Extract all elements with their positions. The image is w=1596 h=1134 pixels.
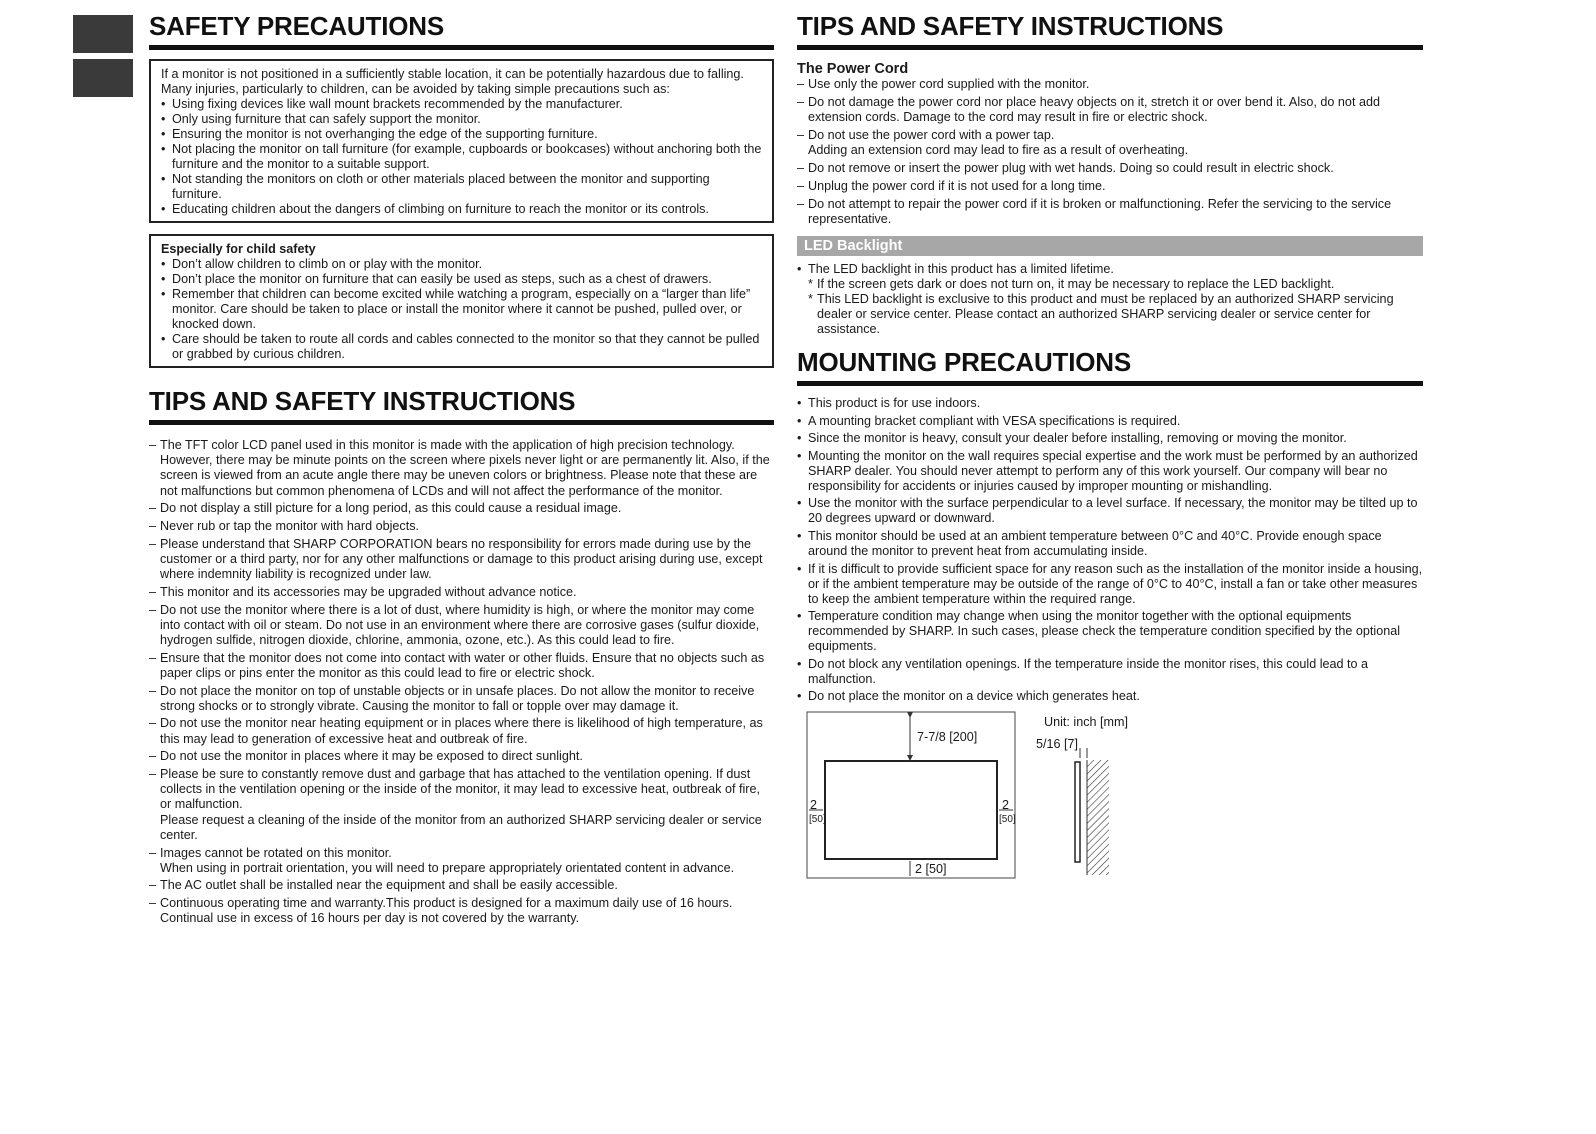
list-item: • Use the monitor with the surface perpendicular to a level surface. If necessary, the monitor may be tilted up to 20 degrees upward or downward. bbox=[797, 496, 1423, 526]
led-notes bbox=[808, 277, 1423, 337]
tips-heading-right: TIPS AND SAFETY INSTRUCTIONS bbox=[797, 11, 1423, 50]
list-item: • Mounting the monitor on the wall requires special expertise and the work must be performed by an authorized SHARP dealer. You should never attempt to perform any of this work yourself. Our company will bear no responsibility for accidents or injuries caused by improper mounting or mishandling. bbox=[797, 449, 1423, 494]
list-item: – Do not attempt to repair the power cord if it is broken or malfunctioning. Refer the servicing to the service representative. bbox=[797, 197, 1423, 227]
right-clearance-label: 2 bbox=[1002, 798, 1010, 813]
list-item: • Not standing the monitors on cloth or other materials placed between the monitor and supporting furniture. bbox=[161, 172, 762, 202]
note-item: * This LED backlight is exclusive to this product and must be replaced by an authorized SHARP servicing dealer or service center. Please contact an authorized SHARP servicing dealer or service center for assistance. bbox=[808, 292, 1423, 337]
note-item: * If the screen gets dark or does not turn on, it may be necessary to replace the LED backlight. bbox=[808, 277, 1423, 292]
right-clearance-mm: [50] bbox=[999, 814, 1016, 826]
list-item: • Using fixing devices like wall mount brackets recommended by the manufacturer. bbox=[161, 97, 762, 112]
left-clearance-label: 2 bbox=[810, 798, 818, 813]
safety-intro: If a monitor is not positioned in a sufficiently stable location, it can be potentially hazardous due to falling. Many injuries, particularly to children, can be avoided by taking simple precautions such as: bbox=[161, 67, 744, 96]
list-item: – Images cannot be rotated on this monitor. When using in portrait orientation, you will need to prepare appropriately orientated content in advance. bbox=[149, 846, 774, 876]
safety-box bbox=[149, 59, 774, 223]
list-item: • Only using furniture that can safely support the monitor. bbox=[161, 112, 762, 127]
mounting-heading: MOUNTING PRECAUTIONS bbox=[797, 347, 1423, 386]
power-cord-heading: The Power Cord bbox=[797, 61, 909, 77]
list-item: • A mounting bracket compliant with VESA specifications is required. bbox=[797, 414, 1423, 429]
list-item: • Care should be taken to route all cords and cables connected to the monitor so that they cannot be pulled or grabbed by curious children. bbox=[161, 332, 762, 362]
child-safety-title: Especially for child safety bbox=[161, 242, 316, 256]
list-item: – Please understand that SHARP CORPORATION bears no responsibility for errors made during use by the customer or a third party, nor for any other malfunctions or damage to this product arising during use, except where indemnity liability is recognized under law. bbox=[149, 537, 774, 583]
safety-precautions-heading: SAFETY PRECAUTIONS bbox=[149, 11, 774, 50]
led-list bbox=[797, 262, 1423, 337]
list-item: – The AC outlet shall be installed near the equipment and shall be easily accessible. bbox=[149, 878, 774, 893]
page-tab-marker bbox=[73, 59, 133, 97]
clearance-diagram bbox=[797, 710, 1423, 890]
list-item: – This monitor and its accessories may be upgraded without advance notice. bbox=[149, 585, 774, 600]
list-item: – The TFT color LCD panel used in this monitor is made with the application of high precision technology. However, there may be minute points on the screen where pixels never light or are permanently lit. Also, if the screen is viewed from an acute angle there may be uneven colors or brightness. Please note that these are not malfunctions but common phenomena of LCDs and will not affect the performance of the monitor. bbox=[149, 438, 774, 499]
list-item: – Do not damage the power cord nor place heavy objects on it, stretch it or over bend it. Also, do not add extension cords. Damage to the cord may result in fire or electric shock. bbox=[797, 95, 1423, 125]
bottom-clearance-label: 2 [50] bbox=[915, 862, 947, 877]
list-item: • Since the monitor is heavy, consult your dealer before installing, removing or moving the monitor. bbox=[797, 431, 1423, 446]
unit-label: Unit: inch [mm] bbox=[1044, 715, 1128, 730]
list-item: • This product is for use indoors. bbox=[797, 396, 1423, 411]
top-clearance-label: 7-7/8 [200] bbox=[917, 730, 978, 745]
safety-list bbox=[161, 97, 762, 217]
list-item: – Do not use the monitor in places where it may be exposed to direct sunlight. bbox=[149, 749, 774, 764]
page-tab-marker bbox=[73, 15, 133, 53]
tips-heading-left: TIPS AND SAFETY INSTRUCTIONS bbox=[149, 386, 774, 425]
list-item: • Educating children about the dangers of climbing on furniture to reach the monitor or its controls. bbox=[161, 202, 762, 217]
child-safety-box bbox=[149, 234, 774, 368]
list-item: • Remember that children can become excited while watching a program, especially on a “larger than life” monitor. Care should be taken to place or install the monitor where it cannot be pushed, pulled over, or knocked down. bbox=[161, 287, 762, 332]
list-item: • Do not block any ventilation openings. If the temperature inside the monitor rises, this could lead to a malfunction. bbox=[797, 657, 1423, 687]
list-item: • If it is difficult to provide sufficient space for any reason such as the installation of the monitor inside a housing, or if the ambient temperature may be outside of the range of 0°C to 40°C, install a fan or take other measures to keep the ambient temperature within the required range. bbox=[797, 562, 1423, 607]
list-item: – Do not use the power cord with a power tap. Adding an extension cord may lead to fire as a result of overheating. bbox=[797, 128, 1423, 158]
mounting-list bbox=[797, 396, 1423, 704]
list-item: – Do not remove or insert the power plug with wet hands. Doing so could result in electric shock. bbox=[797, 161, 1423, 176]
led-item-text: The LED backlight in this product has a limited lifetime. bbox=[808, 262, 1114, 276]
clearance-diagram-drawing bbox=[797, 710, 1423, 890]
left-clearance-mm: [50] bbox=[809, 814, 826, 826]
list-item: • This monitor should be used at an ambient temperature between 0°C and 40°C. Provide enough space around the monitor to prevent heat from accumulating inside. bbox=[797, 529, 1423, 559]
list-item: – Do not display a still picture for a long period, as this could cause a residual image. bbox=[149, 501, 774, 516]
list-item: – Use only the power cord supplied with the monitor. bbox=[797, 77, 1423, 92]
list-item: • Don’t allow children to climb on or play with the monitor. bbox=[161, 257, 762, 272]
right-column bbox=[797, 11, 1423, 890]
list-item: • Don’t place the monitor on furniture that can easily be used as steps, such as a chest of drawers. bbox=[161, 272, 762, 287]
list-item: – Do not place the monitor on top of unstable objects or in unsafe places. Do not allow the monitor to receive strong shocks or to strongly vibrate. Causing the monitor to fall or topple over may damage it. bbox=[149, 684, 774, 714]
list-item: • Ensuring the monitor is not overhanging the edge of the supporting furniture. bbox=[161, 127, 762, 142]
list-item: – Do not use the monitor where there is a lot of dust, where humidity is high, or where the monitor may come into contact with oil or steam. Do not use in an environment where there are corrosive gases (sulfur dioxide, hydrogen sulfide, nitrogen dioxide, chlorine, ammonia, ozone, etc.). As this could lead to fire. bbox=[149, 603, 774, 649]
list-item: – Please be sure to constantly remove dust and garbage that has attached to the ventilation opening. If dust collects in the ventilation opening or the inside of the monitor, it may lead to excessive heat, outbreak of fire, or malfunction. Please request a cleaning of the inside of the monitor from an authorized SHARP servicing dealer or service center. bbox=[149, 767, 774, 843]
list-item: – Ensure that the monitor does not come into contact with water or other fluids. Ensure that no objects such as paper clips or pins enter the monitor as this could lead to fire or electric shock. bbox=[149, 651, 774, 681]
list-item: – Unplug the power cord if it is not used for a long time. bbox=[797, 179, 1423, 194]
list-item bbox=[797, 262, 1423, 337]
led-backlight-heading: LED Backlight bbox=[797, 236, 1423, 256]
list-item: – Never rub or tap the monitor with hard objects. bbox=[149, 519, 774, 534]
tips-list-left bbox=[149, 438, 774, 927]
child-safety-list bbox=[161, 257, 762, 362]
depth-label: 5/16 [7] bbox=[1036, 737, 1079, 752]
list-item: – Do not use the monitor near heating equipment or in places where there is likelihood of high temperature, as this may lead to generation of excessive heat and outbreak of fire. bbox=[149, 716, 774, 746]
power-cord-list bbox=[797, 77, 1423, 227]
list-item: – Continuous operating time and warranty.This product is designed for a maximum daily use of 16 hours. Continual use in excess of 16 hours per day is not covered by the warranty. bbox=[149, 896, 774, 926]
list-item: • Not placing the monitor on tall furniture (for example, cupboards or bookcases) without anchoring both the furniture and the monitor to a suitable support. bbox=[161, 142, 762, 172]
list-item: • Do not place the monitor on a device which generates heat. bbox=[797, 689, 1423, 704]
list-item: • Temperature condition may change when using the monitor together with the optional equipments recommended by SHARP. In such cases, please check the temperature condition specified by the optional equipments. bbox=[797, 609, 1423, 654]
left-column bbox=[149, 11, 774, 929]
